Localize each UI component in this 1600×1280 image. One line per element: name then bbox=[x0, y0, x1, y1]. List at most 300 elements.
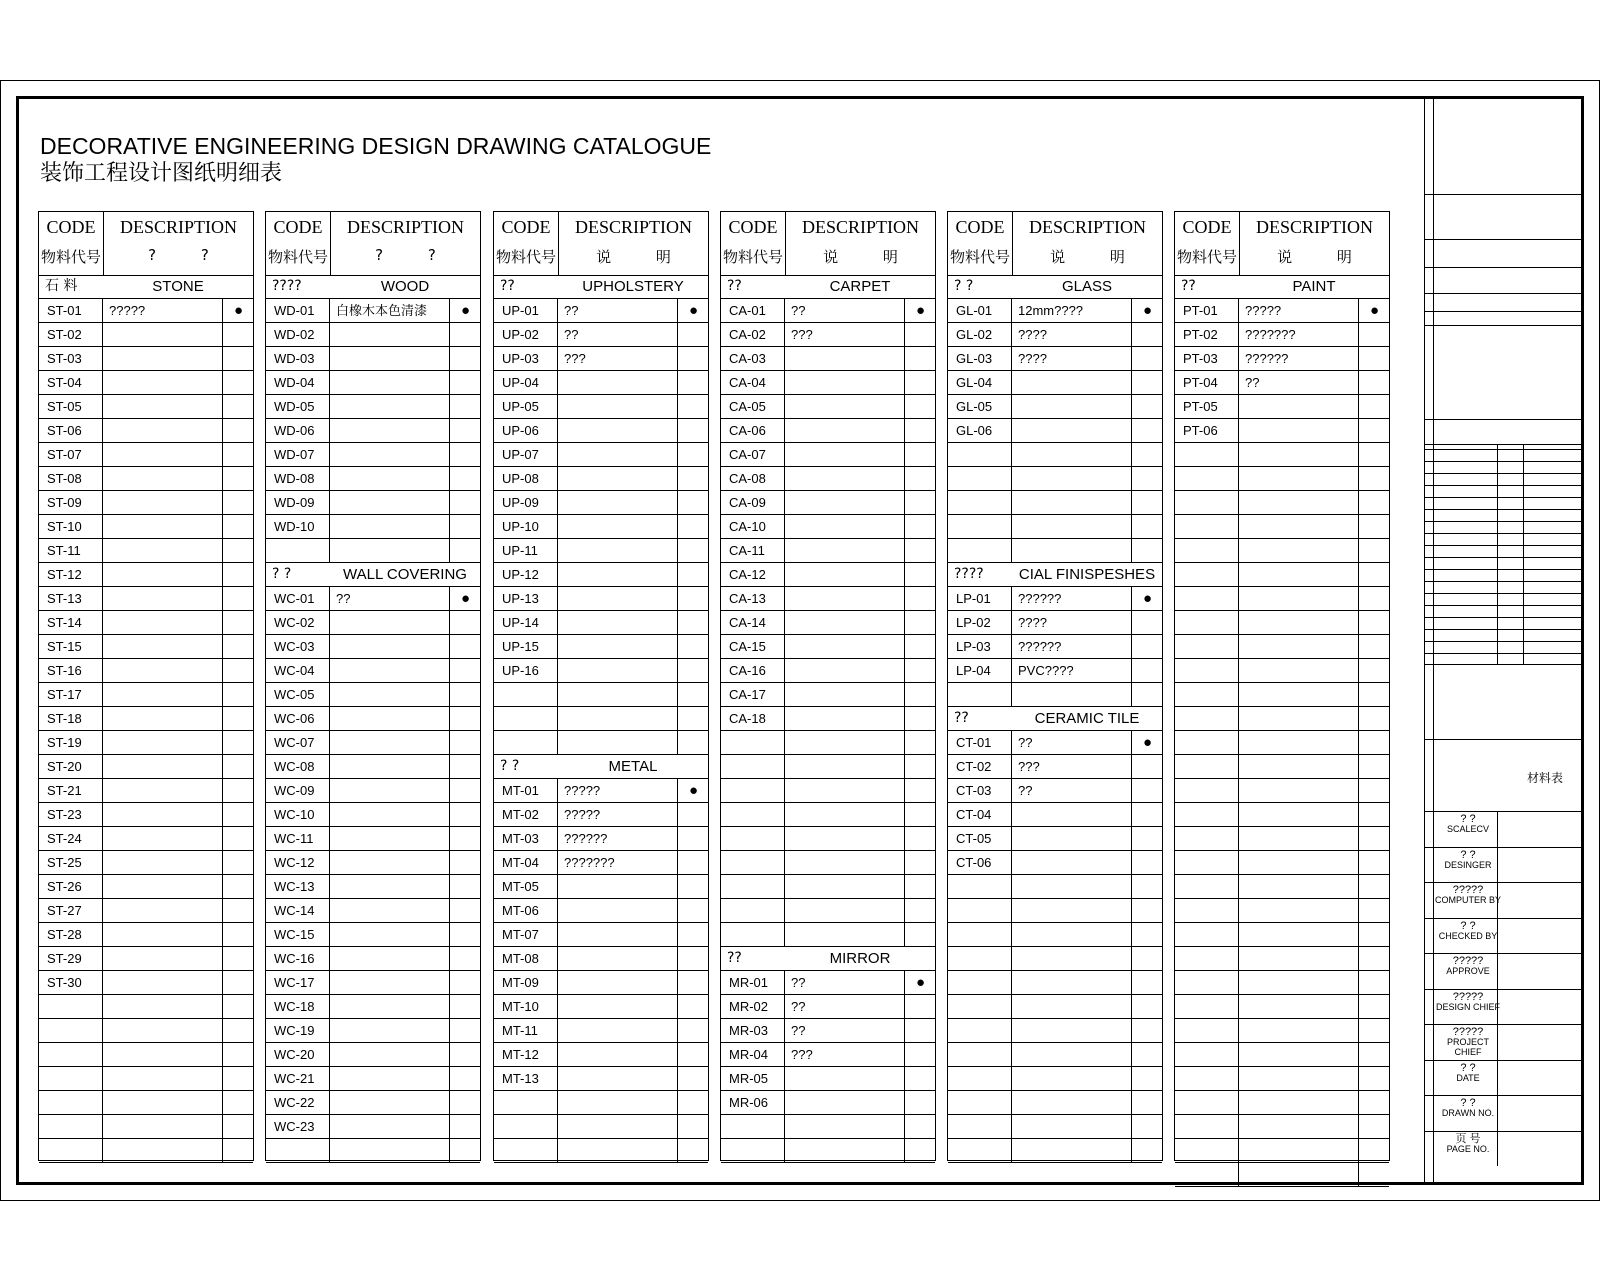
material-code bbox=[721, 851, 785, 874]
material-description bbox=[330, 539, 450, 562]
material-code: ST-27 bbox=[39, 899, 103, 922]
table-row bbox=[494, 299, 708, 323]
description-header bbox=[785, 212, 936, 275]
mark-cell bbox=[905, 419, 936, 442]
material-description bbox=[1239, 923, 1359, 946]
material-description bbox=[785, 827, 905, 850]
table-row bbox=[721, 683, 935, 707]
mark-cell bbox=[1132, 419, 1163, 442]
material-code bbox=[39, 1067, 103, 1090]
mark-cell bbox=[223, 491, 254, 514]
column-header bbox=[494, 212, 708, 276]
mark-cell bbox=[905, 803, 936, 826]
material-code bbox=[39, 1019, 103, 1042]
title-block-line bbox=[1425, 419, 1582, 420]
table-row bbox=[948, 827, 1162, 851]
mark-cell bbox=[223, 515, 254, 538]
catalogue-column bbox=[1174, 211, 1390, 1161]
table-row bbox=[1175, 635, 1389, 659]
material-code: LP-02 bbox=[948, 611, 1012, 634]
mark-cell bbox=[1359, 539, 1390, 562]
table-row bbox=[948, 1091, 1162, 1115]
table-row bbox=[1175, 611, 1389, 635]
title-block-field-cn: ????? bbox=[1452, 1026, 1484, 1038]
title-block-line bbox=[1425, 605, 1582, 606]
material-code: WC-12 bbox=[266, 851, 330, 874]
table-row bbox=[39, 707, 253, 731]
material-code bbox=[948, 995, 1012, 1018]
material-code: ST-16 bbox=[39, 659, 103, 682]
material-code: CA-11 bbox=[721, 539, 785, 562]
table-row bbox=[721, 731, 935, 755]
material-description bbox=[330, 635, 450, 658]
title-block-line bbox=[1425, 918, 1582, 919]
mark-cell bbox=[905, 587, 936, 610]
material-description bbox=[330, 323, 450, 346]
material-code: WC-16 bbox=[266, 947, 330, 970]
table-row bbox=[266, 323, 480, 347]
title-block-field-en: DESIGN CHIEF bbox=[1435, 1001, 1500, 1012]
material-description: ?????? bbox=[1239, 347, 1359, 370]
material-code: ST-17 bbox=[39, 683, 103, 706]
material-code: MT-01 bbox=[494, 779, 558, 802]
material-description bbox=[558, 683, 678, 706]
material-code bbox=[1175, 1019, 1239, 1042]
material-description bbox=[785, 371, 905, 394]
title-block-line bbox=[1425, 653, 1582, 654]
section-title-cn: ?? bbox=[727, 278, 742, 294]
table-row bbox=[948, 875, 1162, 899]
material-code: CA-02 bbox=[721, 323, 785, 346]
table-row bbox=[948, 587, 1162, 611]
mark-dot-icon: ● bbox=[915, 974, 926, 991]
section-title-cn: ? ? bbox=[500, 758, 520, 774]
mark-cell bbox=[1132, 923, 1163, 946]
material-description bbox=[103, 971, 223, 994]
mark-cell bbox=[1359, 827, 1390, 850]
mark-dot-icon: ● bbox=[915, 302, 926, 319]
description-header-en: DESCRIPTION bbox=[346, 217, 464, 237]
material-description bbox=[1012, 899, 1132, 922]
material-description bbox=[785, 707, 905, 730]
code-header-en: CODE bbox=[273, 217, 323, 237]
table-row bbox=[494, 851, 708, 875]
mark-cell bbox=[1132, 1067, 1163, 1090]
table-row bbox=[266, 683, 480, 707]
material-code: MR-01 bbox=[721, 971, 785, 994]
material-code: WC-21 bbox=[266, 1067, 330, 1090]
table-row bbox=[1175, 1163, 1389, 1187]
code-header-cn: 物料代号 bbox=[722, 248, 783, 266]
title-block-field bbox=[1433, 1063, 1503, 1083]
material-description bbox=[558, 947, 678, 970]
material-code bbox=[1175, 995, 1239, 1018]
material-description bbox=[558, 419, 678, 442]
table-row bbox=[948, 899, 1162, 923]
material-code bbox=[1175, 899, 1239, 922]
section-title-cn: ???? bbox=[954, 566, 984, 582]
mark-cell bbox=[1359, 371, 1390, 394]
material-code: CA-07 bbox=[721, 443, 785, 466]
table-row bbox=[1175, 827, 1389, 851]
table-row bbox=[721, 467, 935, 491]
mark-cell bbox=[1132, 755, 1163, 778]
table-row bbox=[721, 923, 935, 947]
table-row bbox=[39, 851, 253, 875]
material-description bbox=[1012, 827, 1132, 850]
table-row bbox=[948, 323, 1162, 347]
table-row bbox=[39, 803, 253, 827]
section-title-cn: ?? bbox=[727, 950, 742, 966]
mark-cell bbox=[678, 1043, 709, 1066]
material-description bbox=[103, 587, 223, 610]
material-description bbox=[330, 851, 450, 874]
description-header-en: DESCRIPTION bbox=[801, 217, 919, 237]
mark-cell bbox=[1132, 947, 1163, 970]
material-description bbox=[103, 419, 223, 442]
material-description bbox=[558, 1139, 678, 1162]
mark-cell bbox=[223, 539, 254, 562]
table-row bbox=[1175, 947, 1389, 971]
material-description bbox=[103, 707, 223, 730]
material-code: ST-15 bbox=[39, 635, 103, 658]
mark-cell bbox=[905, 1091, 936, 1114]
mark-cell bbox=[1359, 995, 1390, 1018]
mark-cell bbox=[905, 1115, 936, 1138]
mark-cell bbox=[678, 587, 709, 610]
title-block-line bbox=[1425, 461, 1582, 462]
catalogue-column bbox=[493, 211, 709, 1161]
material-code: UP-11 bbox=[494, 539, 558, 562]
mark-cell bbox=[678, 1139, 709, 1162]
mark-cell bbox=[678, 323, 709, 346]
material-description bbox=[330, 971, 450, 994]
table-row bbox=[266, 347, 480, 371]
title-block-line bbox=[1425, 449, 1582, 450]
material-code: WD-03 bbox=[266, 347, 330, 370]
material-description bbox=[103, 923, 223, 946]
title-block-field-en: CHECKED BY bbox=[1438, 930, 1498, 941]
code-header bbox=[494, 212, 559, 275]
material-description bbox=[785, 419, 905, 442]
column-header bbox=[948, 212, 1162, 276]
material-code bbox=[948, 467, 1012, 490]
mark-cell bbox=[223, 827, 254, 850]
material-description bbox=[785, 731, 905, 754]
material-code bbox=[1175, 491, 1239, 514]
material-description bbox=[103, 395, 223, 418]
material-code: LP-03 bbox=[948, 635, 1012, 658]
material-code: ST-13 bbox=[39, 587, 103, 610]
mark-cell bbox=[1359, 1043, 1390, 1066]
table-row bbox=[266, 467, 480, 491]
table-row bbox=[39, 395, 253, 419]
mark-cell bbox=[223, 971, 254, 994]
material-code: WC-15 bbox=[266, 923, 330, 946]
mark-cell bbox=[905, 659, 936, 682]
material-code: WD-01 bbox=[266, 299, 330, 322]
table-row bbox=[721, 803, 935, 827]
material-code bbox=[948, 515, 1012, 538]
table-row bbox=[39, 467, 253, 491]
table-row bbox=[494, 923, 708, 947]
table-row bbox=[39, 1091, 253, 1115]
material-description bbox=[558, 1067, 678, 1090]
table-row bbox=[1175, 803, 1389, 827]
title-block-field bbox=[1433, 885, 1503, 905]
material-code bbox=[721, 1115, 785, 1138]
material-code bbox=[1175, 947, 1239, 970]
section-header bbox=[948, 275, 1162, 299]
description-header-cn: 说 明 bbox=[1277, 248, 1352, 266]
material-code bbox=[948, 1139, 1012, 1162]
title-block-field-cn: 页 号 bbox=[1455, 1132, 1481, 1145]
material-description bbox=[1239, 395, 1359, 418]
mark-cell bbox=[905, 443, 936, 466]
table-row bbox=[39, 923, 253, 947]
material-description: 12mm???? bbox=[1012, 299, 1132, 322]
page-title bbox=[40, 132, 711, 188]
material-code: UP-10 bbox=[494, 515, 558, 538]
mark-cell bbox=[905, 779, 936, 802]
table-row bbox=[721, 875, 935, 899]
table-row bbox=[1175, 395, 1389, 419]
material-code bbox=[1175, 851, 1239, 874]
table-row bbox=[1175, 851, 1389, 875]
title-block-field-cn: ? ? bbox=[1460, 1061, 1476, 1074]
mark-cell bbox=[678, 1019, 709, 1042]
title-block-field-cn: ? ? bbox=[1460, 813, 1476, 825]
table-row bbox=[1175, 659, 1389, 683]
catalogue-column bbox=[947, 211, 1163, 1161]
title-block-line bbox=[1425, 739, 1582, 740]
table-row bbox=[266, 995, 480, 1019]
mark-cell bbox=[1132, 491, 1163, 514]
material-description bbox=[558, 611, 678, 634]
material-description bbox=[558, 491, 678, 514]
table-row bbox=[494, 779, 708, 803]
material-description bbox=[558, 923, 678, 946]
mark-cell bbox=[905, 875, 936, 898]
section-title-en: GLASS bbox=[1061, 278, 1113, 295]
material-code: ST-20 bbox=[39, 755, 103, 778]
mark-cell bbox=[905, 1067, 936, 1090]
material-description bbox=[785, 1115, 905, 1138]
material-description bbox=[1239, 611, 1359, 634]
table-row bbox=[266, 419, 480, 443]
material-description bbox=[1239, 683, 1359, 706]
material-description bbox=[103, 947, 223, 970]
material-code: CT-06 bbox=[948, 851, 1012, 874]
material-description bbox=[330, 731, 450, 754]
material-code: LP-04 bbox=[948, 659, 1012, 682]
mark-cell bbox=[223, 875, 254, 898]
material-description bbox=[103, 875, 223, 898]
table-row bbox=[948, 515, 1162, 539]
mark-cell bbox=[450, 779, 481, 802]
table-row bbox=[948, 539, 1162, 563]
mark-cell bbox=[223, 443, 254, 466]
material-description bbox=[1012, 947, 1132, 970]
material-code: CA-16 bbox=[721, 659, 785, 682]
mark-cell bbox=[1132, 635, 1163, 658]
material-description bbox=[330, 1043, 450, 1066]
material-code: CA-03 bbox=[721, 347, 785, 370]
code-header-cn: 物料代号 bbox=[495, 248, 556, 266]
table-row bbox=[266, 803, 480, 827]
table-row bbox=[39, 587, 253, 611]
material-description bbox=[1239, 1163, 1359, 1186]
table-row bbox=[948, 611, 1162, 635]
mark-cell bbox=[1132, 779, 1163, 802]
table-row bbox=[1175, 995, 1389, 1019]
mark-dot-icon: ● bbox=[1142, 302, 1153, 319]
table-row bbox=[948, 1115, 1162, 1139]
description-header-en: DESCRIPTION bbox=[574, 217, 692, 237]
table-row bbox=[266, 1139, 480, 1163]
material-description bbox=[785, 539, 905, 562]
section-title-en: MIRROR bbox=[829, 950, 891, 967]
code-header bbox=[39, 212, 104, 275]
material-code: PT-02 bbox=[1175, 323, 1239, 346]
material-description bbox=[330, 1067, 450, 1090]
table-row bbox=[1175, 587, 1389, 611]
material-code: CT-02 bbox=[948, 755, 1012, 778]
material-description bbox=[1239, 587, 1359, 610]
material-description bbox=[103, 1115, 223, 1138]
section-title-en: METAL bbox=[608, 758, 658, 775]
material-code bbox=[948, 1019, 1012, 1042]
description-header bbox=[1012, 212, 1163, 275]
material-code bbox=[1175, 683, 1239, 706]
section-header bbox=[948, 563, 1162, 587]
table-row bbox=[266, 515, 480, 539]
material-code bbox=[266, 539, 330, 562]
table-row bbox=[948, 419, 1162, 443]
material-code bbox=[1175, 1115, 1239, 1138]
mark-cell bbox=[905, 827, 936, 850]
material-description bbox=[103, 539, 223, 562]
material-code: ST-25 bbox=[39, 851, 103, 874]
table-row bbox=[39, 875, 253, 899]
title-block-field-en: DATE bbox=[1456, 1072, 1480, 1083]
table-row bbox=[721, 395, 935, 419]
table-row bbox=[948, 659, 1162, 683]
table-row bbox=[266, 587, 480, 611]
section-title-en: CARPET bbox=[829, 278, 891, 295]
material-code: UP-13 bbox=[494, 587, 558, 610]
material-description bbox=[1239, 1019, 1359, 1042]
title-block-field bbox=[1433, 956, 1503, 976]
title-block-line bbox=[1425, 1131, 1582, 1132]
material-description bbox=[785, 467, 905, 490]
material-description bbox=[1012, 419, 1132, 442]
material-code: MT-05 bbox=[494, 875, 558, 898]
table-row bbox=[494, 683, 708, 707]
material-description bbox=[1239, 707, 1359, 730]
table-row bbox=[721, 539, 935, 563]
material-code: WD-10 bbox=[266, 515, 330, 538]
material-description bbox=[330, 395, 450, 418]
table-row bbox=[948, 923, 1162, 947]
title-block-divider bbox=[1523, 444, 1524, 664]
material-code: ST-18 bbox=[39, 707, 103, 730]
material-code: ST-11 bbox=[39, 539, 103, 562]
material-description bbox=[1012, 875, 1132, 898]
material-code: CA-10 bbox=[721, 515, 785, 538]
table-row bbox=[1175, 1139, 1389, 1163]
title-block-line bbox=[1425, 629, 1582, 630]
table-row bbox=[39, 779, 253, 803]
mark-cell bbox=[1359, 803, 1390, 826]
material-description bbox=[103, 803, 223, 826]
table-row bbox=[1175, 1019, 1389, 1043]
mark-cell bbox=[223, 995, 254, 1018]
material-code: MT-07 bbox=[494, 923, 558, 946]
title-block-line bbox=[1425, 593, 1582, 594]
table-row bbox=[948, 491, 1162, 515]
material-code bbox=[948, 971, 1012, 994]
material-description bbox=[330, 779, 450, 802]
material-code: UP-03 bbox=[494, 347, 558, 370]
title-block-line bbox=[1425, 497, 1582, 498]
table-row bbox=[39, 731, 253, 755]
mark-cell bbox=[678, 707, 709, 730]
table-row bbox=[39, 635, 253, 659]
table-row bbox=[948, 755, 1162, 779]
table-row bbox=[266, 1043, 480, 1067]
material-code bbox=[39, 995, 103, 1018]
material-description bbox=[330, 1091, 450, 1114]
title-block-field bbox=[1433, 921, 1503, 941]
table-row bbox=[266, 1019, 480, 1043]
table-row bbox=[1175, 347, 1389, 371]
material-code bbox=[39, 1043, 103, 1066]
section-title-en: WALL COVERING bbox=[343, 566, 467, 583]
table-row bbox=[266, 851, 480, 875]
mark-dot-icon: ● bbox=[1369, 302, 1380, 319]
table-row bbox=[721, 419, 935, 443]
code-header-en: CODE bbox=[501, 217, 551, 237]
title-block-line bbox=[1425, 641, 1582, 642]
mark-dot-icon: ● bbox=[1142, 734, 1153, 751]
catalogue-column bbox=[720, 211, 936, 1161]
table-row bbox=[721, 851, 935, 875]
material-code bbox=[494, 1115, 558, 1138]
material-code bbox=[1175, 923, 1239, 946]
material-code: CT-05 bbox=[948, 827, 1012, 850]
mark-cell bbox=[905, 395, 936, 418]
material-description bbox=[558, 515, 678, 538]
table-row bbox=[39, 563, 253, 587]
material-description bbox=[785, 755, 905, 778]
description-header-cn: 说 明 bbox=[596, 248, 671, 266]
title-block-field-en: PROJECT CHIEF bbox=[1446, 1037, 1489, 1057]
mark-cell bbox=[1359, 947, 1390, 970]
mark-cell bbox=[223, 683, 254, 706]
material-description bbox=[103, 635, 223, 658]
material-code: WD-08 bbox=[266, 467, 330, 490]
material-description bbox=[330, 1115, 450, 1138]
material-code bbox=[1175, 539, 1239, 562]
section-header bbox=[39, 275, 253, 299]
mark-cell bbox=[905, 755, 936, 778]
table-row bbox=[1175, 1091, 1389, 1115]
table-row bbox=[266, 659, 480, 683]
mark-cell bbox=[450, 659, 481, 682]
title-block-line bbox=[1425, 473, 1582, 474]
material-description bbox=[558, 443, 678, 466]
